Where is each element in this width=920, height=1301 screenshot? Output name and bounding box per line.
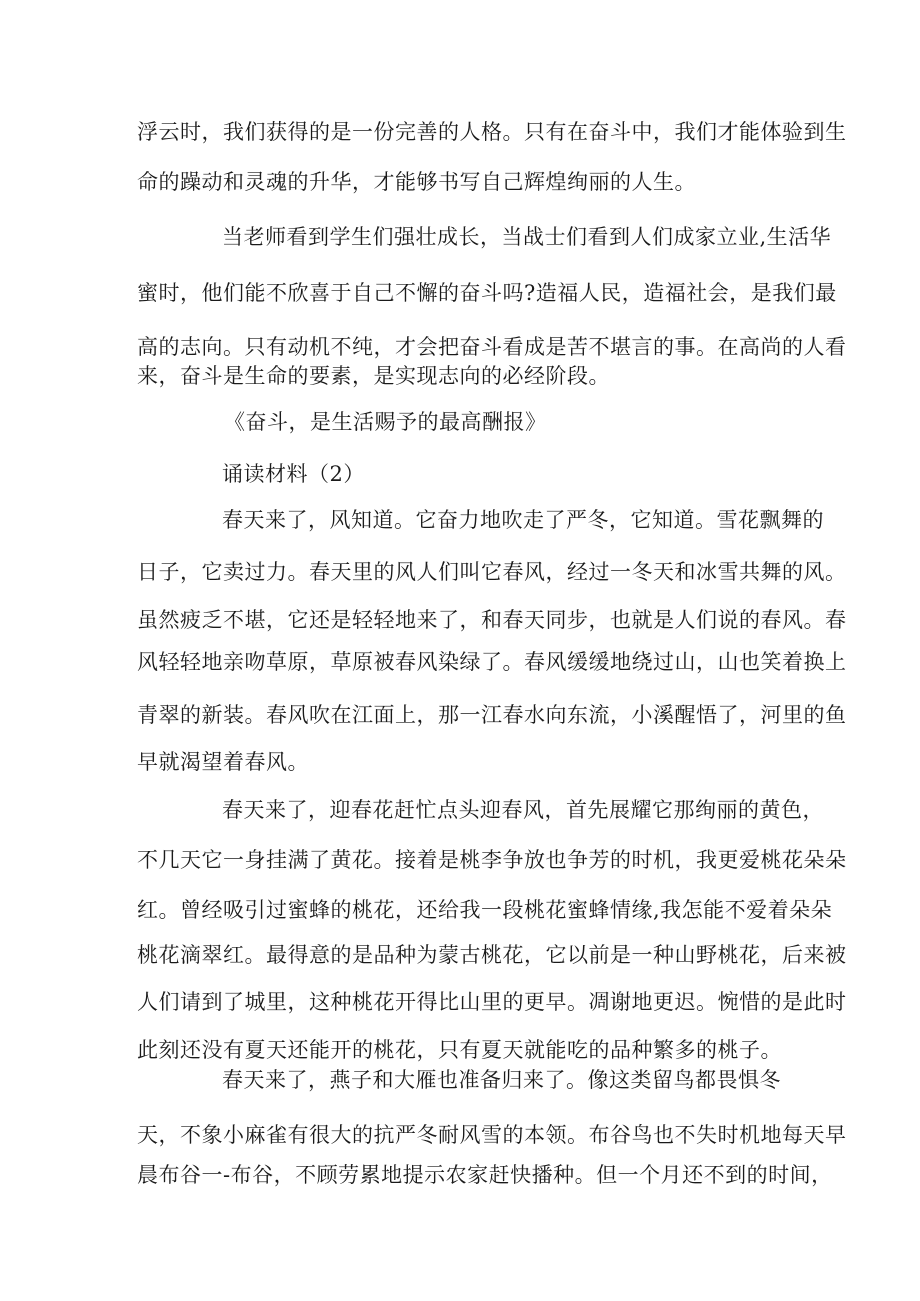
text-line: 日子，它卖过力。春天里的风人们叫它春风，经过一冬天和冰雪共舞的风。 (137, 560, 847, 584)
text-line: 桃花滴翠红。最得意的是品种为蒙古桃花，它以前是一种山野桃花，后来被 (137, 943, 847, 967)
text-line: 人们请到了城里，这种桃花开得比山里的更早。凋谢地更迟。惋惜的是此时 (137, 990, 847, 1014)
section-heading: 诵读材料（2） (222, 462, 365, 486)
text-line: 春天来了，风知道。它奋力地吹走了严冬，它知道。雪花飘舞的 (222, 508, 824, 532)
text-line: 不几天它一身挂满了黄花。接着是桃李争放也争芳的时机，我更爱桃花朵朵 (137, 848, 847, 872)
text-line: 蜜时，他们能不欣喜于自己不懈的奋斗吗?造福人民，造福社会，是我们最 (137, 281, 837, 305)
text-line: 天，不象小麻雀有很大的抗严冬耐风雪的本领。布谷鸟也不失时机地每天早 (137, 1123, 847, 1147)
text-line: 命的躁动和灵魂的升华，才能够书写自己辉煌绚丽的人生。 (137, 170, 696, 194)
text-line: 虽然疲乏不堪，它还是轻轻地来了，和春天同步，也就是人们说的春风。春 (137, 608, 847, 632)
text-line: 当老师看到学生们强壮成长，当战士们看到人们成家立业,生活华 (222, 225, 832, 249)
text-line: 此刻还没有夏天还能开的桃花，只有夏天就能吃的品种繁多的桃子。 (137, 1038, 782, 1062)
text-line: 晨布谷一-布谷，不顾劳累地提示农家赶快播种。但一个月还不到的时间， (137, 1163, 833, 1187)
text-line: 春天来了，迎春花赶忙点头迎春风，首先展耀它那绚丽的黄色， (222, 798, 824, 822)
text-line: 高的志向。只有动机不纯，才会把奋斗看成是苦不堪言的事。在高尚的人看 (137, 335, 847, 359)
text-line: 浮云时，我们获得的是一份完善的人格。只有在奋斗中，我们才能体验到生 (137, 120, 847, 144)
text-line: 红。曾经吸引过蜜蜂的桃花，还给我一段桃花蜜蜂情缘,我怎能不爱着朵朵 (137, 898, 833, 922)
text-line: 春天来了，燕子和大雁也准备归来了。像这类留鸟都畏惧冬 (222, 1068, 781, 1092)
text-line: 风轻轻地亲吻草原，草原被春风染绿了。春风缓缓地绕过山，山也笑着换上 (137, 650, 847, 674)
article-title: 《奋斗，是生活赐予的最高酬报》 (224, 410, 547, 434)
text-line: 来，奋斗是生命的要素，是实现志向的必经阶段。 (137, 364, 610, 388)
text-line: 青翠的新装。春风吹在江面上，那一江春水向东流，小溪醒悟了，河里的鱼 (137, 703, 847, 727)
text-line: 早就渴望着春风。 (137, 750, 309, 774)
